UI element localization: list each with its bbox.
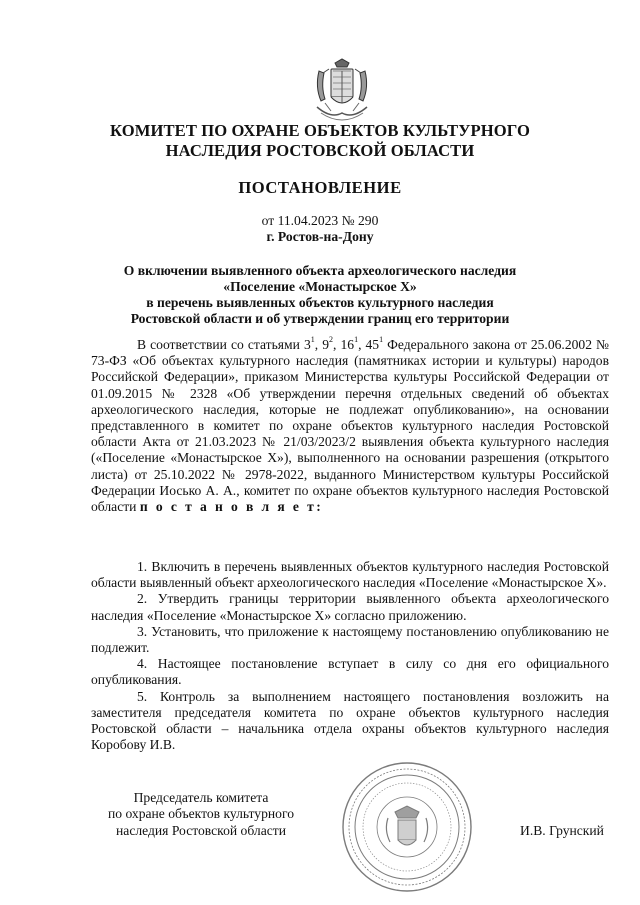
subject-line2: «Поселение «Монастырское Х»	[223, 279, 417, 294]
resolution-item-1: 1. Включить в перечень выявленных объектов культурного наследия Ростовской области выявленный объект археологического наследия «Поселение «Монастырское Х».	[91, 559, 609, 591]
organization-name-line1: КОМИТЕТ ПО ОХРАНЕ ОБЪЕКТОВ КУЛЬТУРНОГО	[110, 121, 530, 140]
preamble-text-5: Федерального закона от 25.06.2002 № 73-ФЗ «Об объектах культурного наследия (памятниках истории и культуры) народов Российской Федерации», приказом Министерства культуры Российской Федерации от 01.09.2015 № 2328 «Об утверждении перечня отдельных сведений об объектах археологического наследия, которые не подлежат опубликованию», на основании представленного в комитет по охране объектов культурного наследия Ростовской области Акта от 21.03.2023 № 21/03/2023/2 выявления объекта культурного наследия («Поселение «Монастырское Х»), выполненного на основании разрешения (открытого листа) от 25.10.2022 № 2978-2022, выданного Министерством культуры Российской Федерации Иосько А. А., комитет по охране объектов культурного наследия Ростовской области	[91, 337, 610, 515]
superscript-2: 2	[329, 335, 334, 345]
preamble-paragraph	[91, 337, 609, 515]
signatory-name: И.В. Грунский	[520, 823, 604, 838]
subject-line4: Ростовской области и об утверждении границ его территории	[130, 311, 510, 326]
subject-line1: О включении выявленного объекта археологического наследия	[123, 263, 517, 278]
document-subject	[0, 263, 640, 327]
preamble-text-2: , 9	[314, 337, 330, 352]
subject-line3: в перечень выявленных объектов культурного наследия	[146, 295, 494, 310]
resolution-item-5: 5. Контроль за выполнением настоящего постановления возложить на заместителя председателя комитета по охране объектов культурного наследия Ростовской области – начальника отдела охраны объектов культурного наследия Коробову И.В.	[91, 688, 609, 753]
organization-name	[0, 121, 640, 161]
signatory-title-line2: по охране объектов культурного	[107, 806, 295, 822]
resolution-item-4: 4. Настоящее постановление вступает в силу со дня его официального опубликования.	[91, 656, 609, 688]
preamble-text-3: , 16	[333, 337, 355, 352]
signatory-title-line1: Председатель комитета	[133, 790, 269, 805]
preamble-text-4: , 45	[358, 337, 380, 352]
superscript-1: 1	[310, 335, 315, 345]
superscript-4: 1	[379, 335, 384, 345]
signatory-title	[91, 790, 311, 839]
document-date-number: от 11.04.2023 № 290	[261, 213, 379, 228]
signatory-title-line3: наследия Ростовской области	[116, 822, 286, 838]
resolution-items	[91, 559, 609, 753]
resolution-item-2: 2. Утвердить границы территории выявленного объекта археологического наследия «Поселение «Монастырское Х» согласно приложению.	[91, 591, 609, 623]
organization-name-line2: НАСЛЕДИЯ РОСТОВСКОЙ ОБЛАСТИ	[165, 141, 475, 160]
resolution-item-3: 3. Установить, что приложение к настоящему постановлению опубликованию не подлежит.	[91, 623, 609, 656]
official-seal-stamp	[340, 760, 474, 894]
preamble-text-1: В соответствии со статьями 3	[137, 337, 311, 352]
document-type: ПОСТАНОВЛЕНИЕ	[238, 178, 402, 197]
coat-of-arms-emblem	[311, 57, 373, 125]
superscript-3: 1	[354, 335, 359, 345]
preamble	[91, 337, 609, 515]
document-city: г. Ростов-на-Дону	[266, 229, 374, 244]
resolves-word: п о с т а н о в л я е т:	[139, 499, 324, 515]
